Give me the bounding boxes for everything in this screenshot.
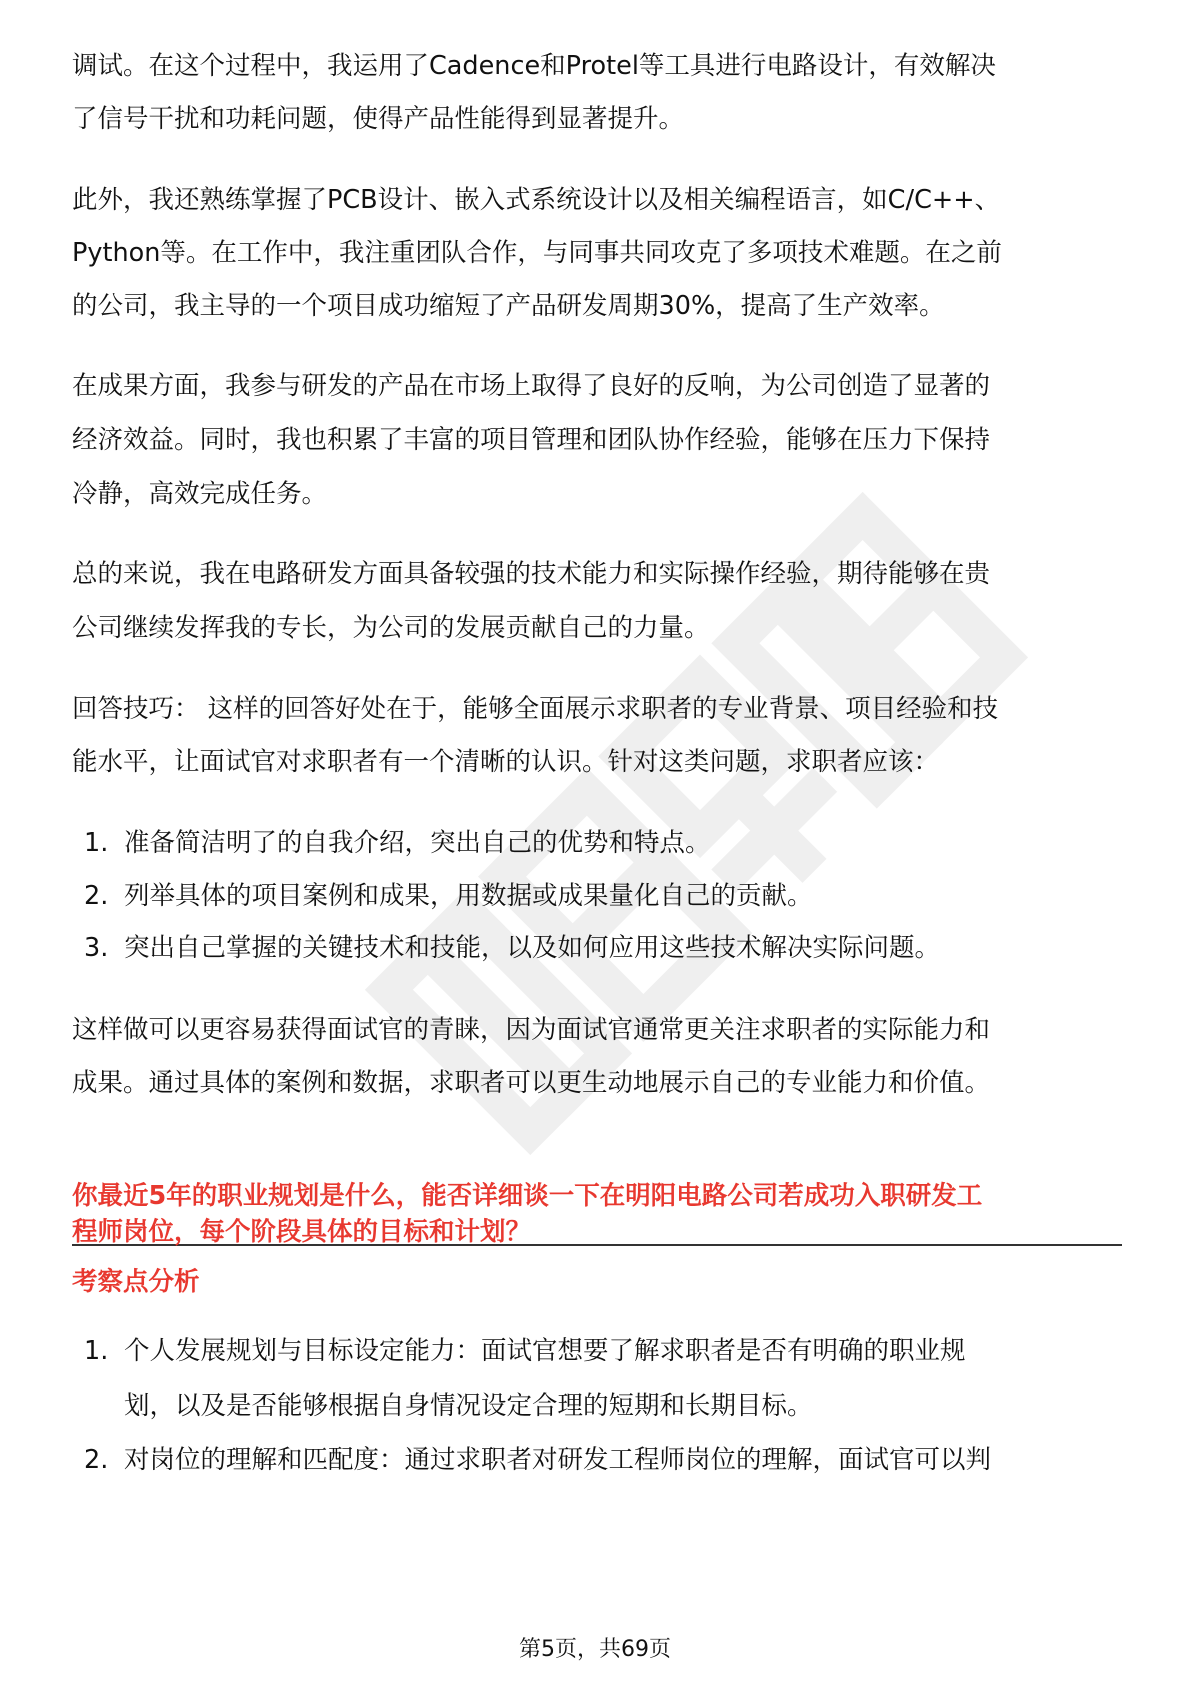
paragraph-line: 能水平，让面试官对求职者有一个清晰的认识。针对这类问题，求职者应该： bbox=[72, 747, 940, 777]
paragraph-line: 调试。在这个过程中，我运用了Cadence和Protel等工具进行电路设计，有效解决 bbox=[72, 51, 996, 81]
page-footer: 第5页，共69页 bbox=[519, 1637, 671, 1662]
analysis-heading: 考察点分析 bbox=[72, 1267, 200, 1297]
paragraph-line: 冷静，高效完成任务。 bbox=[72, 479, 328, 509]
list-number: 2. bbox=[84, 1445, 109, 1475]
list-text: 对岗位的理解和匹配度：通过求职者对研发工程师岗位的理解，面试官可以判 bbox=[124, 1445, 992, 1475]
list-text: 准备简洁明了的自我介绍，突出自己的优势和特点。 bbox=[124, 828, 711, 858]
list-text: 突出自己掌握的关键技术和技能，以及如何应用这些技术解决实际问题。 bbox=[124, 933, 941, 963]
list-item bbox=[84, 1432, 991, 1489]
list-text: 个人发展规划与目标设定能力：面试官想要了解求职者是否有明确的职业规 bbox=[124, 1336, 966, 1366]
paragraph-line: 公司继续发挥我的专长，为公司的发展贡献自己的力量。 bbox=[72, 613, 710, 643]
paragraph-line: 此外，我还熟练掌握了PCB设计、嵌入式系统设计以及相关编程语言，如C/C++、 bbox=[72, 185, 1001, 215]
list-item bbox=[84, 868, 813, 925]
paragraph-line: 了信号干扰和功耗问题，使得产品性能得到显著提升。 bbox=[72, 104, 685, 134]
list-number: 1. bbox=[84, 1336, 109, 1366]
list-number: 3. bbox=[84, 933, 109, 963]
paragraph-line: 这样做可以更容易获得面试官的青睐，因为面试官通常更关注求职者的实际能力和 bbox=[72, 1015, 991, 1045]
list-number: 1. bbox=[84, 828, 109, 858]
paragraph-line: 总的来说，我在电路研发方面具备较强的技术能力和实际操作经验，期待能够在贵 bbox=[72, 559, 991, 589]
question-heading: 程师岗位，每个阶段具体的目标和计划？ bbox=[72, 1217, 532, 1247]
paragraph-line: 经济效益。同时，我也积累了丰富的项目管理和团队协作经验，能够在压力下保持 bbox=[72, 425, 991, 455]
list-item bbox=[84, 1323, 966, 1380]
question-heading: 你最近5年的职业规划是什么，能否详细谈一下在明阳电路公司若成功入职研发工 bbox=[72, 1181, 983, 1211]
paragraph-line: 成果。通过具体的案例和数据，求职者可以更生动地展示自己的专业能力和价值。 bbox=[72, 1068, 991, 1098]
list-text: 列举具体的项目案例和成果，用数据或成果量化自己的贡献。 bbox=[124, 881, 813, 911]
paragraph-line: 在成果方面，我参与研发的产品在市场上取得了良好的反响，为公司创造了显著的 bbox=[72, 371, 991, 401]
paragraph-line: 回答技巧： 这样的回答好处在于，能够全面展示求职者的专业背景、项目经验和技 bbox=[72, 694, 999, 724]
list-item bbox=[84, 815, 711, 872]
list-text: 划，以及是否能够根据自身情况设定合理的短期和长期目标。 bbox=[124, 1391, 813, 1421]
list-item-continuation bbox=[124, 1378, 813, 1435]
list-item bbox=[84, 920, 940, 977]
list-number: 2. bbox=[84, 881, 109, 911]
paragraph-line: Python等。在工作中，我注重团队合作，与同事共同攻克了多项技术难题。在之前 bbox=[72, 238, 1002, 268]
paragraph-line: 的公司，我主导的一个项目成功缩短了产品研发周期30%，提高了生产效率。 bbox=[72, 291, 945, 321]
